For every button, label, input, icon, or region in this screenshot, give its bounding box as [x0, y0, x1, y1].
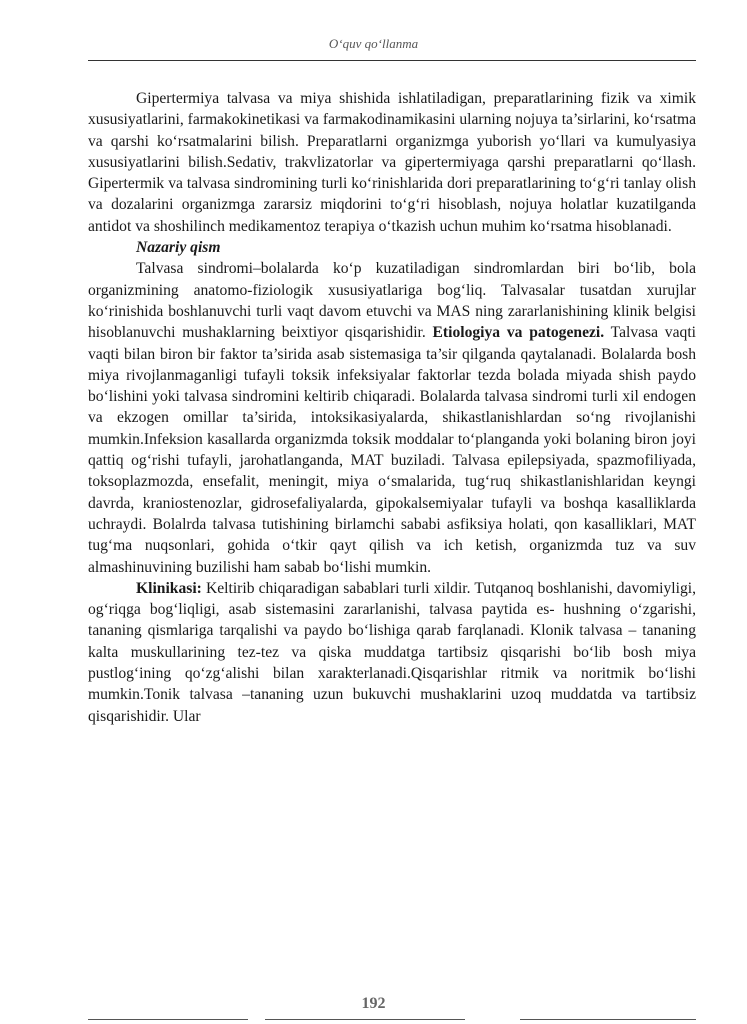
clinical-text: Keltirib chiqaradigan sabablari turli xildir. Tutqanoq boshlanishi, davomiyligi, og‘riqga bog‘liqligi, asab sistemasini zararlanishi, talvasa paytida es- hushning o‘zgarishi, tananing qismlariga tarqalishi va paydo bo‘lishiga qarab farqlanadi. Klonik talvasa – tananing kalta muskullarining tez-tez va qiska muddatga tartibsiz qisqarishi bo‘lib bosh miya pustlog‘ining qo‘zg‘alishi bilan xarakterlanadi.Qisqarishlar ritmik va noritmik bo‘lishi mumkin.Tonik talvasa –tananing uzun bukuvchi mushaklarini uzoq muddatda va tartibsiz qisqarishidir. Ular	[88, 579, 696, 725]
running-header: O‘quv qo‘llanma	[328, 36, 419, 51]
footer-rule-right	[520, 1019, 696, 1020]
theory-text-start: Talvasa sindromi–bolalarda ko‘p kuzatiladigan sindromlardan biri bo‘lib, bola organizmining anatomo-fiziologik xususiyatlariga bog‘liq. Talvasalar tusatdan xurujlar ko‘rinishida boshlanuvchi turli vaqt davom etuvchi va MAS ning zararlanishining klinik belgisi hisoblanuvchi mushaklarning beixtiyor qisqarishidir.	[88, 260, 696, 342]
page-body	[88, 88, 696, 727]
etiology-heading: Etiologiya va patogenezi.	[432, 324, 605, 342]
clinical-heading: Klinikasi:	[136, 579, 202, 597]
theory-paragraph	[88, 258, 696, 577]
header-divider	[88, 60, 696, 61]
footer-rule-left	[88, 1019, 248, 1020]
theory-text-end: Talvasa vaqti vaqti bilan biron bir faktor ta’sirida asab sistemasiga ta’sir qilganda qaytalanadi. Bolalarda bosh miya rivojlanmaganligi tufayli toksik infeksiyalar faktorlar tezda bolada miyada shish paydo bo‘lishini yoki talvasa sindromini keltirib chiqaradi. Bolalarda talvasa sindromi turli xil endogen va ekzogen omillar ta’sirida, intoksikasiyalarda, shikastlanishlardan so‘ng rivojlanishi mumkin.Infeksion kasallarda organizmda toksik moddalar to‘planganda yoki bolaning biron joyi qattiq og‘rishi tufayli, jarohatlanganda, MAT buziladi. Talvasa epilepsiyada, spazmofiliyada, toksoplazmozda, ensefalit, meningit, miya o‘smalarida, tug‘ruq shikastlanishlaridan keyngi davrda, kraniostenozlar, gidrosefaliyalarda, gipokalsemiyalar tufayli va boshqa kasalliklarda uchraydi. Bolalrda talvasa tutishining birlamchi sababi asfiksiya holati, qon kasalliklari, MAT tug‘ma nuqsonlari, gohida o‘tkir qayt qilish va ich ketish, organizmda tuz va suv almashinuvining buzilishi ham sabab bo‘lishi mumkin.	[88, 324, 696, 576]
footer-rule-middle	[265, 1019, 465, 1020]
section-subheading: Nazariy qism	[136, 239, 221, 257]
clinical-paragraph	[88, 578, 696, 727]
page-number: 192	[361, 995, 386, 1012]
intro-paragraph: Gipertermiya talvasa va miya shishida ishlatiladigan, preparatlarining fizik va ximik xususiyatlarini, farmakokinetikasi va farmakodinamikasini ularning nojuya ta’sirlarini, ko‘rsatma va qarshi ko‘rsatmalarini bilish. Preparatlarni organizmga yuborish yo‘llari va kumulyasiya xususiyatlarini bilish.Sedativ, trakvlizatorlar va gipertermiyaga qarshi preparatlarni qo‘llash. Gipertermik va talvasa sindromining turli ko‘rinishlarida dori preparatlarining to‘g‘ri tanlay olish va dozalarini organizmga zararsiz miqdorini to‘g‘ri hisoblash, nojuya holatlar kuzatilganda antidot va shoshilinch medikamentoz terapiya o‘tkazish uchun muhim ko‘rsatma hisoblanadi.	[88, 90, 696, 235]
